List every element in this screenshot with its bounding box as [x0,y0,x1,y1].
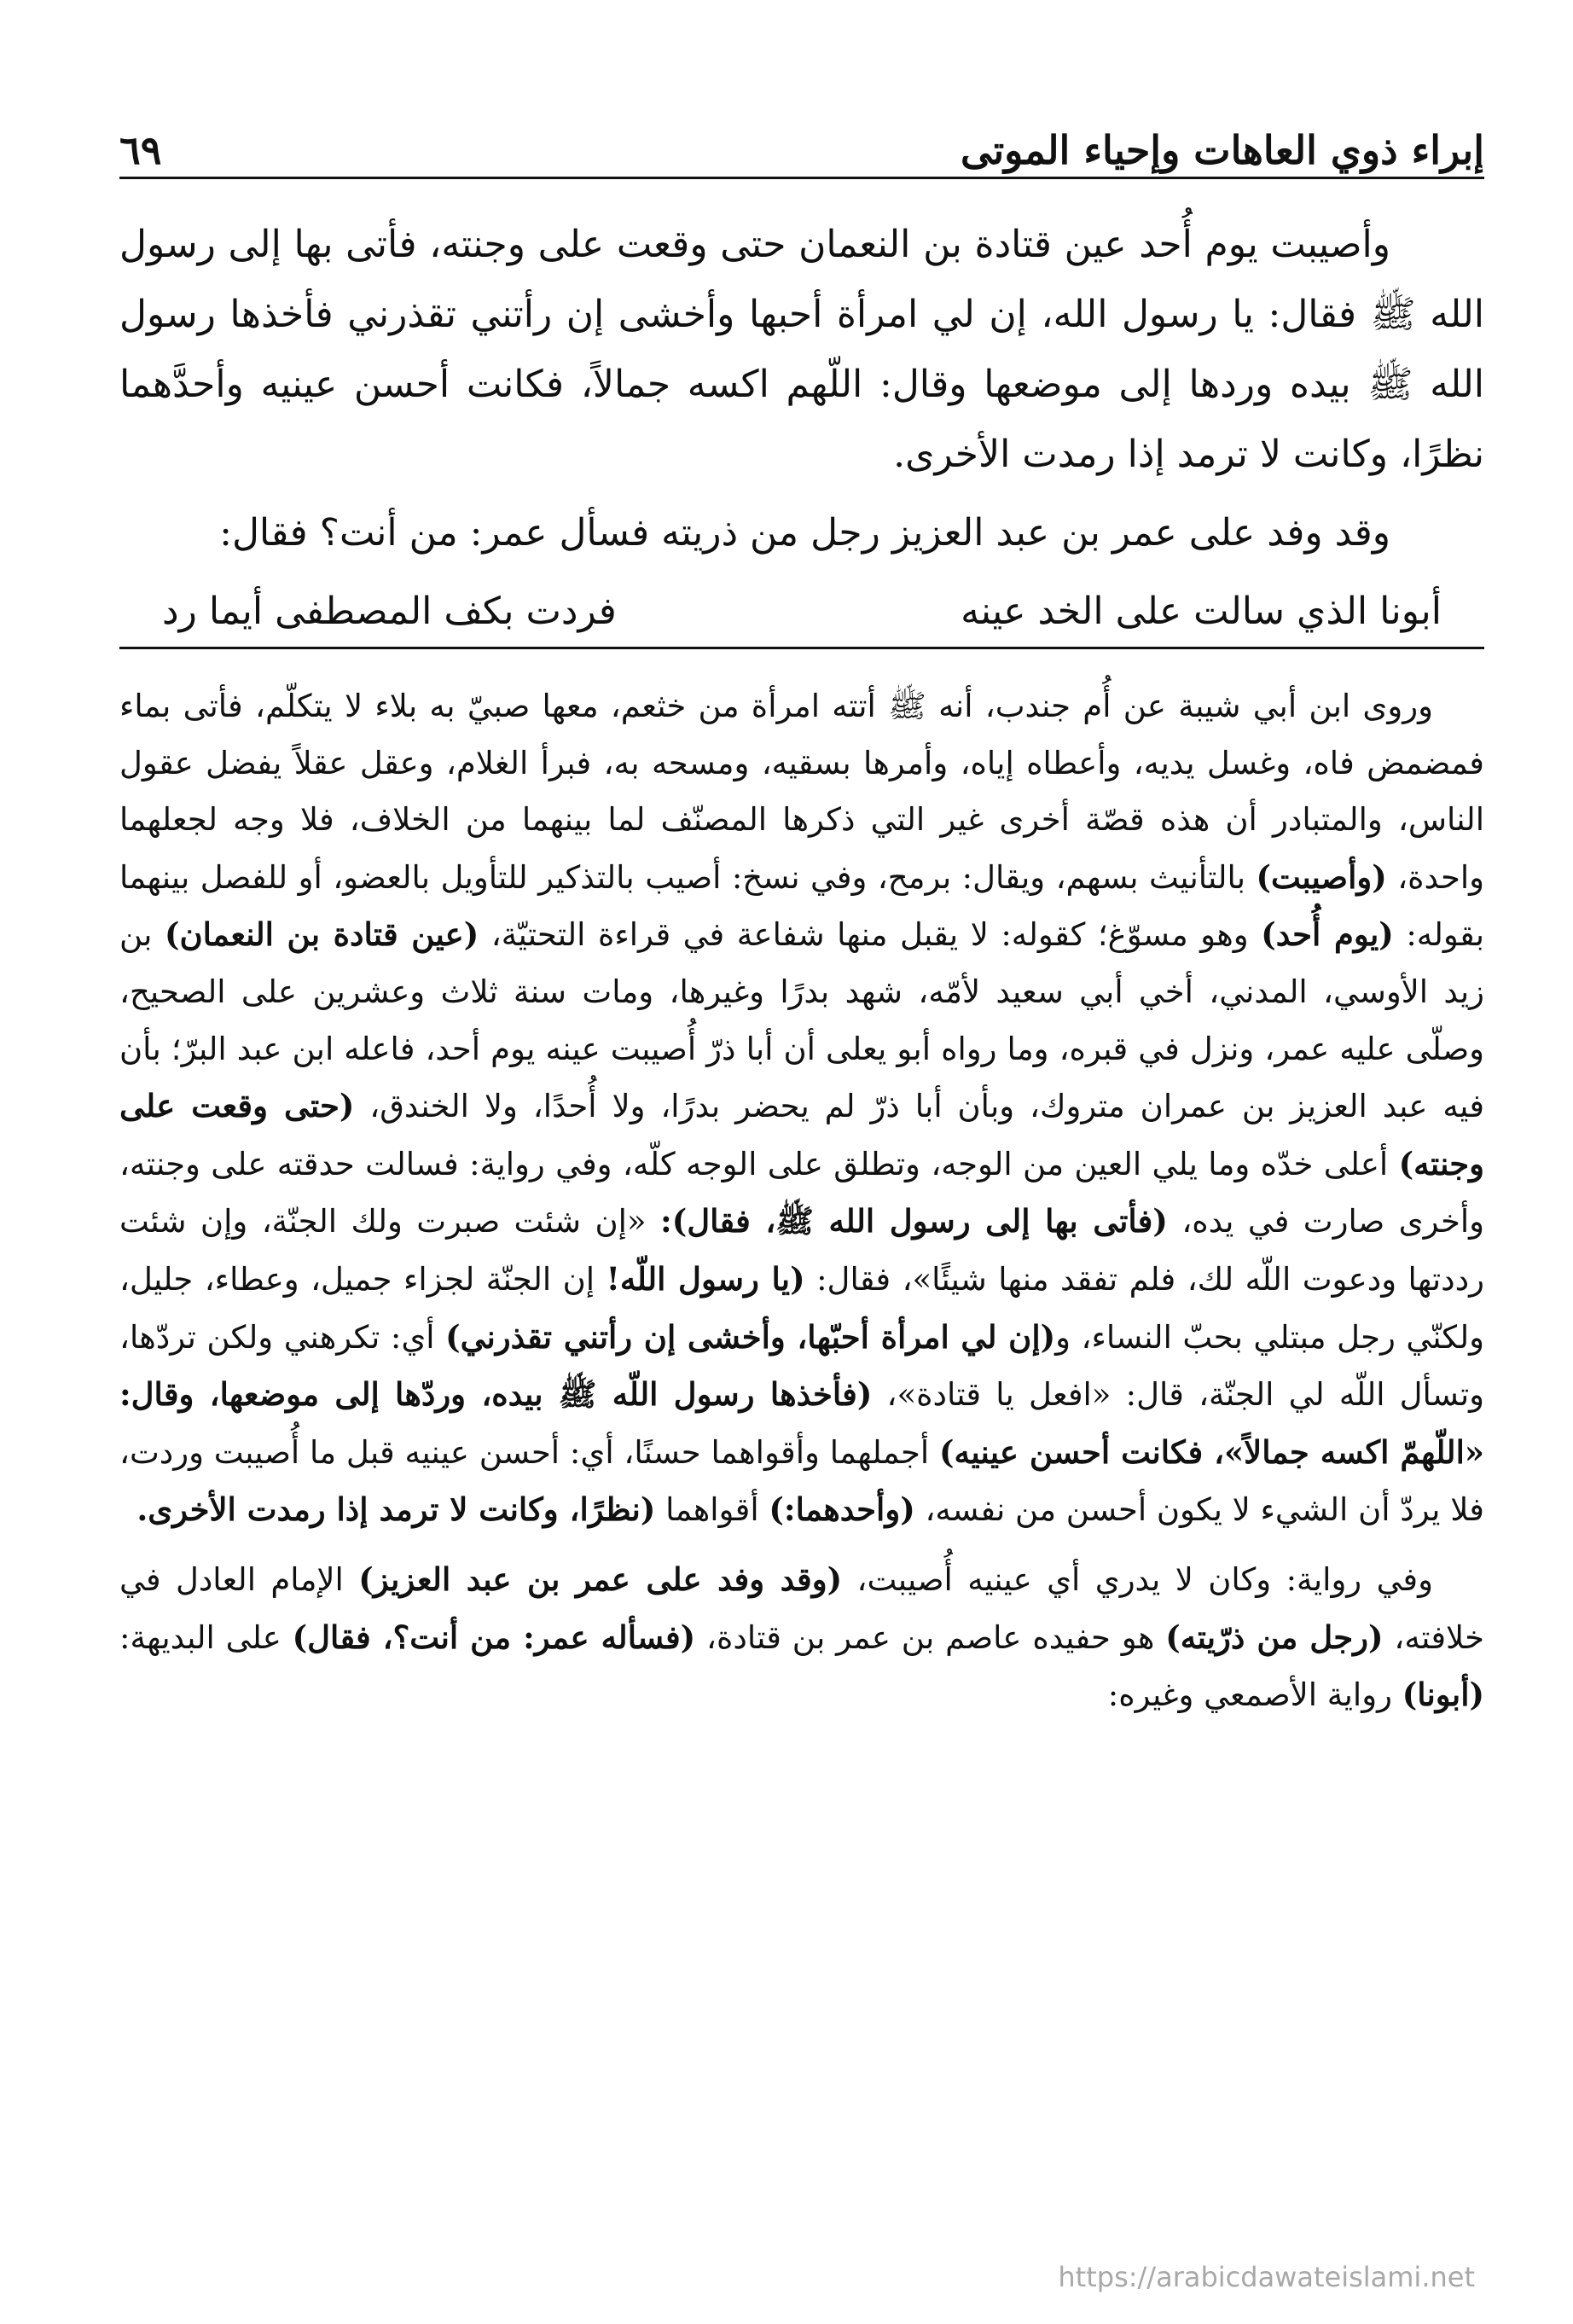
quoted-text: (يوم أُحد) [1261,915,1394,954]
book-page [119,94,1484,2312]
quoted-text: (فأتى بها إلى رسول الله ﷺ، فقال): [660,1202,1168,1240]
quoted-text: (فأخذها رسول اللّه ﷺ بيده، وردّها إلى موضعها، وقال: «اللّهمّ اكسه جمالاً»، فكانت أحسن عينيه) [119,1375,1484,1471]
quoted-text: (رجل من ذرّيته) [1165,1618,1384,1656]
quoted-text: (عين قتادة بن النعمان) [165,915,479,954]
quoted-text: (أبونا) [1402,1676,1484,1714]
quoted-text: (فسأله عمر: من أنت؟، فقال) [292,1618,696,1656]
verse-line [119,577,1484,649]
verse-first-hemistich: أبونا الذي سالت على الخد عينه [961,590,1442,633]
commentary-paragraph: وروى ابن أبي شيبة عن أُم جندب، أنه ﷺ أتته امرأة من خثعم، معها صبيّ به بلاء لا يتكلّم، فأتى بماء فمضمض فاه، وغسل يديه، وأعطاه إياه، وأمرها بسقيه، ومسحه به، فبرأ الغلام، وعقل عقلاً يفضل عقول الناس، والمتبادر أن هذه قصّة أخرى غير التي ذكرها المصنّف لما بينهما من الخلاف، فلا وجه لجعلهما واحدة، (وأصيبت) بالتأنيث بسهم، ويقال: برمح، وفي نسخ: أصيب بالتذكير للتأويل بالعضو، أو للفصل بينهما بقوله: (يوم أُحد) وهو مسوّغ؛ كقوله: لا يقبل منها شفاعة في قراءة التحتيّة، (عين قتادة بن النعمان) بن زيد الأوسي، المدني، أخي أبي سعيد لأمّه، شهد بدرًا وغيرها، ومات سنة ثلاث وعشرين على الصحيح، وصلّى عليه عمر، ونزل في قبره، وما رواه أبو يعلى أن أبا ذرّ أُصيبت عينه يوم أحد، فاعله ابن عبد البرّ؛ بأن فيه عبد العزيز بن عمران متروك، وبأن أبا ذرّ لم يحضر بدرًا، ولا أُحدًا، ولا الخندق، (حتى وقعت على وجنته) أعلى خدّه وما يلي العين من الوجه، وتطلق على الوجه كلّه، وفي رواية: فسالت حدقته على وجنته، وأخرى صارت في يده، (فأتى بها إلى رسول الله ﷺ، فقال): «إن شئت صبرت ولك الجنّة، وإن شئت رددتها ودعوت اللّه لك، فلم تفقد منها شيئًا»، فقال: (يا رسول اللّه! إن الجنّة لجزاء جميل، وعطاء، جليل، ولكنّي رجل مبتلي بحبّ النساء، و(إن لي امرأة أحبّها، وأخشى إن رأتني تقذرني) أي: تكرهني ولكن تردّها، وتسأل اللّه لي الجنّة، قال: «افعل يا قتادة»، (فأخذها رسول اللّه ﷺ بيده، وردّها إلى موضعها، وقال: «اللّهمّ اكسه جمالاً»، فكانت أحسن عينيه) أجملهما وأقواهما حسنًا، أي: أحسن عينيه قبل ما أُصيبت وردت، فلا يردّ أن الشيء لا يكون أحسن من نفسه، (وأحدهما:) أقواهما (نظرًا، وكانت لا ترمد إذا رمدت الأخرى. [119,688,1485,1529]
quoted-text: (إن لي امرأة أحبّها، وأخشى إن رأتني تقذرني) [445,1317,1056,1356]
quoted-text: (وأصيبت) [1256,857,1387,896]
quoted-text: (حتى وقعت على وجنته) [119,1087,1485,1182]
main-paragraph: وقد وفد على عمر بن عبد العزيز رجل من ذريته فسأل عمر: من أنت؟ فقال: [219,511,1390,555]
commentary-paragraph: وفي رواية: وكان لا يدري أي عينيه أُصيبت، (وقد وفد على عمر بن عبد العزيز) الإمام العادل في خلافته، (رجل من ذرّيته) هو حفيده عاصم بن عمر بن قتادة، (فسأله عمر: من أنت؟، فقال) على البديهة: (أبونا) رواية الأصمعي وغيره: [119,1560,1484,1714]
page-header [119,94,1484,179]
quoted-text: (وقد وفد على عمر بن عبد العزيز) [358,1560,843,1598]
main-paragraph: وأصيبت يوم أُحد عين قتادة بن النعمان حتى وقعت على وجنته، فأتى بها إلى رسول الله ﷺ فقال: يا رسول الله، إن لي امرأة أحبها وأخشى إن رأتني تقذرني فأخذها رسول الله ﷺ بيده وردها إلى موضعها وقال: اللّهم اكسه جمالاً، فكانت أحسن عينيه وأحدَّهما نظرًا، وكانت لا ترمد إذا رمدت الأخرى. [119,223,1484,476]
page-number: ٦٩ [119,127,162,173]
running-title: إبراء ذوي العاهات وإحياء الموتى [961,127,1484,173]
watermark-url: https://arabicdawateislami.net [1058,2261,1475,2293]
main-text [119,210,1484,568]
commentary-section [119,678,1484,1724]
verse-second-hemistich: فردت بكف المصطفى أيما رد [162,590,617,633]
quoted-text: (نظرًا، وكانت لا ترمد إذا رمدت الأخرى. [136,1490,656,1529]
quoted-text: (يا رسول اللّه! [606,1259,805,1298]
quoted-text: (وأحدهما:) [769,1490,915,1529]
